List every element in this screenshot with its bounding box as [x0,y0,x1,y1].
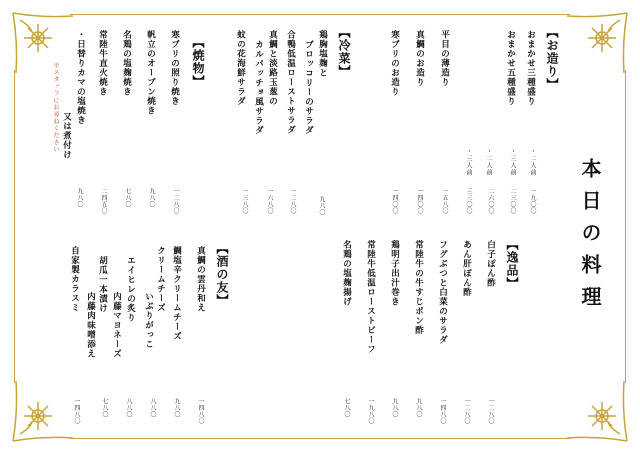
menu-item-name: いぶりがっこ [143,292,154,349]
menu-item-name: 鶏明子出汁巻き [389,240,400,307]
menu-item-price: 九八〇 [173,398,180,418]
menu-item-name: 帆立のオーブン焼き [145,30,156,116]
menu-item-name: おまかせ三種盛り [525,30,536,106]
menu-item-price: 九八〇 [415,398,422,418]
menu-item-name: ・日替りカマの塩焼き [75,30,86,125]
menu-item-price: 一六八〇 [266,188,273,214]
menu-item-price: 二四五〇 [100,188,107,214]
section-heading-otsukuri: 【お造り】 [545,26,559,91]
menu-item-name: ブロッコリーのサラダ [303,40,314,135]
menu-item-price: 一二八〇 [289,188,296,214]
menu-item-price: 一二八〇 [463,398,470,424]
menu-item-price: 二三〇〇 [509,188,516,214]
corner-ornament-icon [562,8,632,78]
menu-item-name: 常陸牛低温ローストビーフ [365,240,376,354]
menu-item-price: 七八〇 [124,188,131,208]
menu-item-name: 鯛塩辛クリームチーズ [171,246,182,341]
menu-item-name: 合鴨低温ローストサラダ [285,30,296,135]
menu-item-name: あん肝ぽん酢 [461,240,472,297]
menu-item-price: 一二八〇 [487,398,494,424]
corner-ornament-icon [8,376,78,446]
corner-ornament-icon [8,8,78,78]
menu-item-name: 常陸牛の牛すじポン酢 [413,240,424,335]
menu-item-price: 一五八〇 [441,188,448,214]
menu-item-name: クリームチーズ [155,246,166,313]
menu-item-price: 一四八〇 [439,398,446,424]
menu-item-sub: ・二人前 [485,148,492,176]
menu-item-price: 九八〇 [391,398,398,418]
menu-item-name: 寒ブリのお造り [389,30,400,97]
menu-item-price: 一四〇〇 [391,188,398,214]
menu-item-name: 蚊の花海鮮サラダ [235,30,246,106]
menu-item-name: 常陸牛直火焼き [97,30,108,97]
menu-item-name: 内藤マヨネーズ [111,292,122,359]
menu-item-price: 九八〇 [76,188,83,208]
menu-item-price: 八八〇 [149,398,156,418]
menu-item-price: 一九〇〇 [529,188,536,214]
section-heading-enshina: 【逸品】 [505,238,519,290]
menu-item-sub: ・二人前 [529,148,536,176]
menu-item-price: 一二八〇 [172,188,179,214]
menu-item-name: 真鯛のお造り [414,30,425,87]
section-heading-yakimono: 【焼物】 [191,36,205,88]
menu-item-price: 一四〇〇 [416,188,423,214]
menu-item-price: 一四八〇 [73,398,80,424]
menu-item-name: 又は煮付け [61,112,72,160]
menu-item-name: カルパッチョ風サラダ [253,40,264,135]
menu-item-name: 胡瓜一本漬け [97,256,108,313]
menu-item-price: 八八〇 [125,398,132,418]
menu-item-name: 寒ブリの照り焼き [169,30,180,106]
frame-left-line [14,70,15,383]
menu-item-name: 白子ぽん酢 [485,240,496,288]
menu-item-name: 鶏胸塩麹と [317,30,328,78]
menu-item-name: 名鶏の塩麹焼き [121,30,132,97]
frame-right-line [625,70,626,383]
menu-item-price: 九八〇 [318,196,325,216]
menu-item-name: 内藤肉味噌添え [85,292,96,359]
menu-item-sub: ・三人前 [509,148,516,176]
menu-item-sub: ・三人前 [465,148,472,176]
menu-item-price: 三三〇〇 [465,188,472,214]
frame-top-line [70,14,570,15]
section-heading-reisai: 【冷菜】 [337,26,351,78]
menu-item-name: 名鶏の塩麹揚げ [341,240,352,307]
frame-bottom-line [70,438,570,439]
menu-item-price: 九八〇 [148,188,155,208]
section-heading-sakenotomo: 【酒の友】 [215,242,229,307]
menu-item-name: 自家製カラスミ [69,246,80,313]
menu-item-name: おまかせ五種盛り [505,30,516,106]
menu-item-price: 一九八〇 [367,398,374,424]
menu-item-name: 真鯛の雲丹和え [195,246,206,313]
menu-item-price: 七八〇 [343,398,350,418]
menu-item-price: 一三八〇 [241,188,248,214]
menu-item-name: フグぶつと白菜のサラダ [437,240,448,345]
menu-item-name: エイヒレの炙り [125,256,136,323]
menu-item-name: 真鯛と淡路玉葱の [267,30,278,106]
corner-ornament-icon [562,376,632,446]
menu-item-price: 一四八〇 [197,398,204,424]
menu-item-name: 平目の薄造り [439,30,450,87]
menu-item-price: 二六〇〇 [487,188,494,214]
page-title: 本日の料理 [578,158,602,318]
staff-note: ※スタッフにお尋ねください [52,62,59,153]
menu-item-price: 七八〇 [101,398,108,418]
